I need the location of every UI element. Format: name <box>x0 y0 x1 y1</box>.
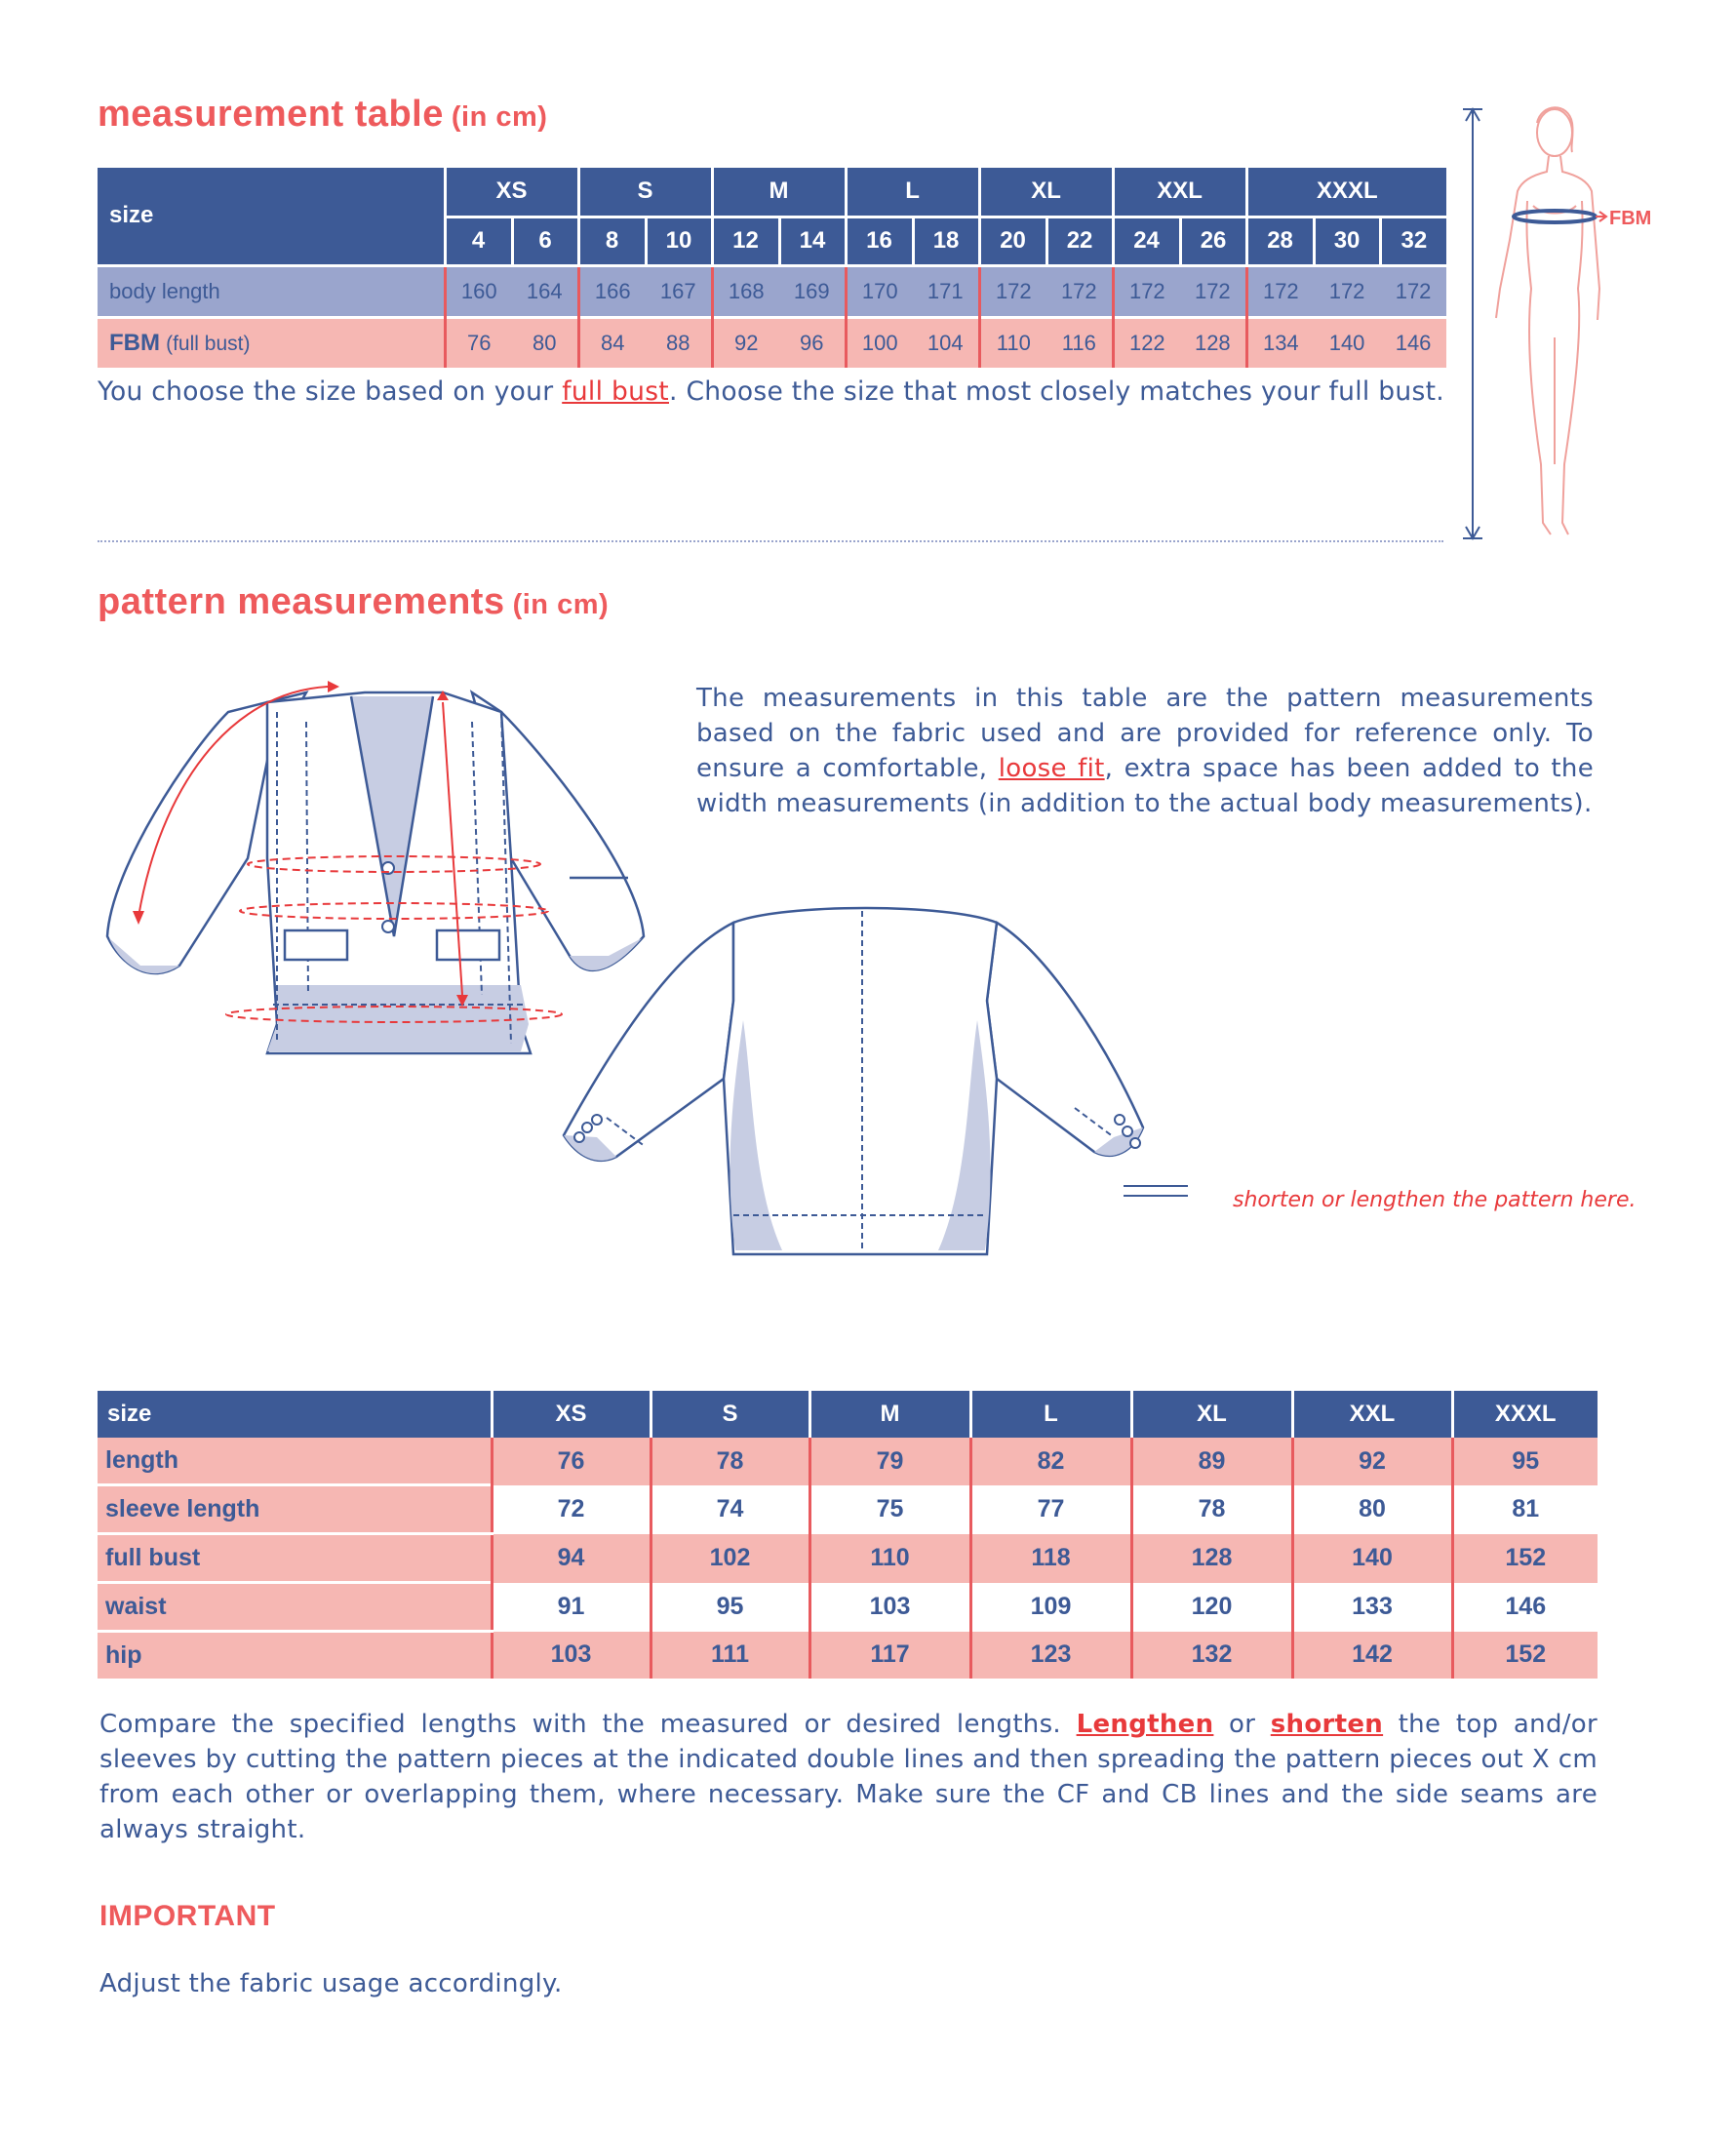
table-cell: 152 <box>1452 1534 1598 1583</box>
table-cell: 133 <box>1292 1583 1452 1632</box>
column-header: S <box>651 1391 809 1438</box>
table-cell: 123 <box>970 1632 1131 1680</box>
table-cell: 146 <box>1452 1583 1598 1632</box>
pattern-title-unit: (in cm) <box>512 589 610 620</box>
compare-text-end: the top and/or sleeves by cutting the pattern pieces at the indicated double lines and then spreading the pattern pieces out X cm from each other or overlapping them, where necessary. Make sure the CF and CB lines and the side seams are always straight. <box>99 1710 1598 1844</box>
compare-instructions <box>99 1707 1598 1847</box>
table-cell: 128 <box>1180 317 1246 368</box>
fbm-label-sub: (full bust) <box>166 332 251 355</box>
table-cell: 128 <box>1131 1534 1292 1583</box>
size-header: size <box>109 202 154 229</box>
table-cell: 88 <box>646 317 712 368</box>
pattern-intro <box>696 681 1594 821</box>
table-cell: 102 <box>651 1534 809 1583</box>
size-number: 22 <box>1046 217 1113 265</box>
important-heading: IMPORTANT <box>99 1900 276 1932</box>
row-label: length <box>98 1438 492 1485</box>
table-cell: 94 <box>492 1534 651 1583</box>
size-choice-note <box>98 375 1444 410</box>
size-l-header: L <box>846 168 979 217</box>
pattern-intro-text: The measurements in this table are the pattern measurements based on the fabric used and are provided for reference only. To ensure a comfortable, <box>696 684 1594 783</box>
size-number: 16 <box>846 217 913 265</box>
table-cell: 78 <box>651 1438 809 1485</box>
table-cell: 167 <box>646 265 712 317</box>
row-label: full bust <box>98 1534 492 1583</box>
table-cell: 111 <box>651 1632 809 1680</box>
table-header-row <box>98 1391 1598 1438</box>
table-row <box>98 1583 1598 1632</box>
compare-text-or: or <box>1213 1710 1271 1739</box>
body-length-row <box>98 265 1446 317</box>
size-number: 6 <box>512 217 578 265</box>
body-figure-illustration <box>1453 94 1677 552</box>
full-bust-link[interactable]: full bust <box>562 376 669 407</box>
column-header: XXL <box>1292 1391 1452 1438</box>
table-cell: 172 <box>1314 265 1380 317</box>
table-cell: 170 <box>846 265 913 317</box>
shorten-link[interactable]: shorten <box>1270 1710 1384 1739</box>
table-cell: 166 <box>578 265 646 317</box>
lengthen-link[interactable]: Lengthen <box>1076 1710 1214 1739</box>
size-note-text-end: . Choose the size that most closely matches your full bust. <box>669 376 1444 407</box>
size-number: 8 <box>578 217 646 265</box>
table-cell: 82 <box>970 1438 1131 1485</box>
table-cell: 76 <box>492 1438 651 1485</box>
row-label: waist <box>98 1583 492 1632</box>
column-header: M <box>809 1391 970 1438</box>
table-cell: 80 <box>1292 1485 1452 1534</box>
table-cell: 172 <box>1380 265 1446 317</box>
fbm-figure-label: FBM <box>1609 208 1652 229</box>
column-header: XL <box>1131 1391 1292 1438</box>
size-number: 26 <box>1180 217 1246 265</box>
table-cell: 100 <box>846 317 913 368</box>
table-row <box>98 1438 1598 1485</box>
size-number: 4 <box>445 217 512 265</box>
table-cell: 91 <box>492 1583 651 1632</box>
size-number: 28 <box>1246 217 1314 265</box>
pattern-measurements-table <box>98 1391 1598 1679</box>
size-number: 32 <box>1380 217 1446 265</box>
size-number: 18 <box>913 217 979 265</box>
size-number: 14 <box>779 217 846 265</box>
size-number: 30 <box>1314 217 1380 265</box>
table-cell: 103 <box>492 1632 651 1680</box>
table-cell: 146 <box>1380 317 1446 368</box>
column-header: L <box>970 1391 1131 1438</box>
table-cell: 140 <box>1292 1534 1452 1583</box>
column-header: XXXL <box>1452 1391 1598 1438</box>
measurement-table <box>98 168 1446 368</box>
table-cell: 110 <box>809 1534 970 1583</box>
table-cell: 76 <box>445 317 512 368</box>
pattern-intro-text-end: , extra space has been added to the width measurements (in addition to the actual body measurements). <box>696 754 1594 818</box>
table-cell: 79 <box>809 1438 970 1485</box>
size-m-header: M <box>712 168 846 217</box>
table-cell: 140 <box>1314 317 1380 368</box>
table-cell: 168 <box>712 265 779 317</box>
fbm-row <box>98 317 1446 368</box>
table-cell: 118 <box>970 1534 1131 1583</box>
table-cell: 74 <box>651 1485 809 1534</box>
table-row <box>98 1534 1598 1583</box>
measurement-title-unit: (in cm) <box>451 101 548 133</box>
size-s-header: S <box>578 168 712 217</box>
size-number: 12 <box>712 217 779 265</box>
fbm-label-main: FBM <box>109 329 160 356</box>
table-row <box>98 1485 1598 1534</box>
table-row <box>98 1632 1598 1680</box>
table-cell: 172 <box>1113 265 1180 317</box>
table-cell: 132 <box>1131 1632 1292 1680</box>
fbm-label <box>98 317 445 368</box>
size-xxxl-header: XXXL <box>1246 168 1446 217</box>
size-xl-header: XL <box>979 168 1113 217</box>
size-xs-header: XS <box>445 168 578 217</box>
table-cell: 92 <box>1292 1438 1452 1485</box>
loose-fit-link[interactable]: loose fit <box>998 754 1105 783</box>
column-header: XS <box>492 1391 651 1438</box>
size-column-header: size <box>98 1391 492 1438</box>
measurement-title-text: measurement table <box>98 94 444 135</box>
table-cell: 164 <box>512 265 578 317</box>
table-cell: 75 <box>809 1485 970 1534</box>
compare-text: Compare the specified lengths with the measured or desired lengths. <box>99 1710 1077 1739</box>
pattern-measurements-title <box>98 581 609 623</box>
table-cell: 122 <box>1113 317 1180 368</box>
table-cell: 120 <box>1131 1583 1292 1632</box>
table-cell: 109 <box>970 1583 1131 1632</box>
table-cell: 172 <box>1046 265 1113 317</box>
table-cell: 84 <box>578 317 646 368</box>
table-cell: 171 <box>913 265 979 317</box>
size-note-text: You choose the size based on your <box>98 376 563 407</box>
table-cell: 81 <box>1452 1485 1598 1534</box>
table-cell: 152 <box>1452 1632 1598 1680</box>
size-number: 10 <box>646 217 712 265</box>
table-cell: 117 <box>809 1632 970 1680</box>
row-label: sleeve length <box>98 1485 492 1534</box>
body-length-label: body length <box>98 265 445 317</box>
table-cell: 72 <box>492 1485 651 1534</box>
important-text: Adjust the fabric usage accordingly. <box>99 1969 563 1998</box>
measurement-table-title <box>98 94 547 136</box>
table-cell: 104 <box>913 317 979 368</box>
table-cell: 172 <box>1246 265 1314 317</box>
table-cell: 78 <box>1131 1485 1292 1534</box>
table-cell: 95 <box>651 1583 809 1632</box>
table-cell: 95 <box>1452 1438 1598 1485</box>
table-cell: 116 <box>1046 317 1113 368</box>
table-cell: 172 <box>979 265 1046 317</box>
shorten-lengthen-note: shorten or lengthen the pattern here. <box>1233 1188 1637 1212</box>
table-cell: 160 <box>445 265 512 317</box>
double-line-legend-icon <box>1122 1180 1190 1204</box>
pattern-title-text: pattern measurements <box>98 581 505 622</box>
table-cell: 80 <box>512 317 578 368</box>
row-label: hip <box>98 1632 492 1680</box>
size-number: 20 <box>979 217 1046 265</box>
table-cell: 103 <box>809 1583 970 1632</box>
back-jacket-illustration <box>558 893 1153 1264</box>
table-cell: 96 <box>779 317 846 368</box>
table-cell: 172 <box>1180 265 1246 317</box>
size-xxl-header: XXL <box>1113 168 1246 217</box>
table-cell: 169 <box>779 265 846 317</box>
section-divider <box>98 540 1443 542</box>
table-cell: 77 <box>970 1485 1131 1534</box>
table-cell: 142 <box>1292 1632 1452 1680</box>
table-cell: 134 <box>1246 317 1314 368</box>
table-cell: 89 <box>1131 1438 1292 1485</box>
table-cell: 110 <box>979 317 1046 368</box>
size-number: 24 <box>1113 217 1180 265</box>
table-cell: 92 <box>712 317 779 368</box>
